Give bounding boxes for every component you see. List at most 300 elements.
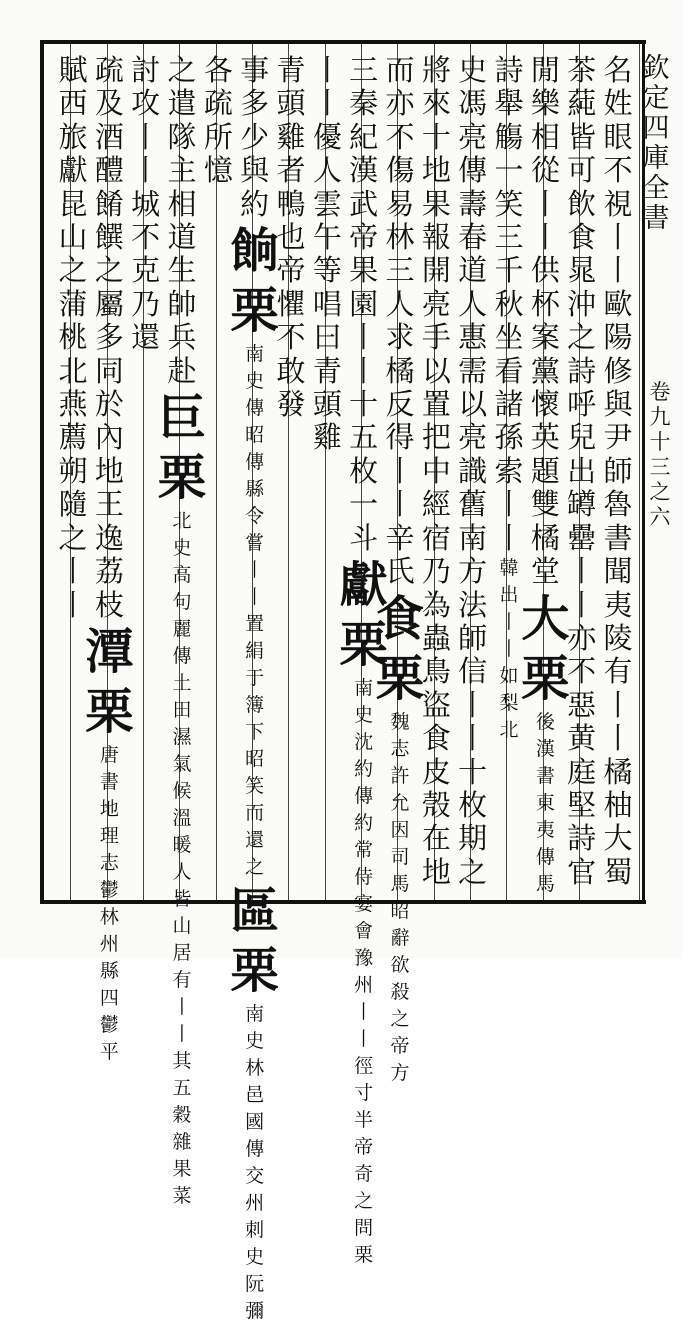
annotation-char: 傳 — [354, 785, 374, 808]
text-char: 亮 — [458, 420, 488, 455]
text-char: 不 — [276, 320, 306, 355]
text-char: 索 — [494, 453, 524, 488]
text-char: 魯 — [603, 487, 633, 522]
annotation-char: 辭 — [390, 926, 410, 949]
text-char: 蟲 — [421, 620, 451, 655]
text-char: 方 — [458, 554, 488, 589]
annotation-char: 穀 — [172, 1104, 192, 1127]
text-char: 園 — [349, 286, 379, 321]
annotation-char: 夷 — [535, 818, 555, 841]
text-char: 諸 — [494, 387, 524, 422]
annotation-char: 有 — [172, 969, 192, 992]
text-char: 可 — [567, 153, 597, 188]
text-char: 置 — [421, 387, 451, 422]
annotation-char: 會 — [354, 920, 374, 943]
annotation-char: 漢 — [535, 737, 555, 760]
annotation-char: 之 — [354, 1190, 374, 1213]
text-char: 經 — [421, 487, 451, 522]
text-char: 與 — [240, 153, 270, 188]
annotation-char: 徑 — [354, 1055, 374, 1078]
text-char: 夷 — [603, 587, 633, 622]
annotation-char: 馬 — [390, 872, 410, 895]
annotation-char: 半 — [354, 1109, 374, 1132]
text-char: 不 — [385, 119, 415, 154]
text-char: 屬 — [94, 286, 124, 321]
annotation-char: 傳 — [245, 1138, 265, 1161]
text-char: 三 — [494, 220, 524, 255]
annotation-char: 之 — [245, 856, 265, 879]
text-char: 丨 — [312, 53, 342, 87]
text-char: 饌 — [94, 220, 124, 255]
text-char: 也 — [276, 220, 306, 255]
text-char: 丨 — [603, 687, 633, 722]
text-char: 懷 — [530, 387, 560, 422]
annotation-char: 北 — [172, 510, 192, 533]
text-char: 馮 — [458, 86, 488, 121]
annotation-char: 魏 — [390, 710, 410, 733]
text-char: 林 — [385, 220, 415, 255]
entry-heading-char: 栗 — [157, 450, 206, 507]
annotation-char: 欲 — [390, 953, 410, 976]
header-char: 定 — [642, 83, 670, 114]
annotation-char: 志 — [390, 737, 410, 760]
text-char: 陵 — [603, 620, 633, 655]
text-char: 鴨 — [276, 186, 306, 221]
annotation-char: 東 — [535, 791, 555, 814]
annotation-char: 寸 — [354, 1082, 374, 1105]
text-char: 罍 — [567, 520, 597, 555]
text-char: 來 — [421, 86, 451, 121]
juan-char: 之 — [649, 480, 671, 504]
annotation-char: 宴 — [354, 893, 374, 916]
text-char: 舉 — [494, 86, 524, 121]
annotation-char: 允 — [390, 791, 410, 814]
text-char: 武 — [349, 186, 379, 221]
text-char: 雞 — [312, 420, 342, 455]
entry-heading-char: 獻 — [339, 557, 388, 614]
text-char: 所 — [203, 119, 233, 154]
annotation-char: 簿 — [245, 694, 265, 717]
text-char: 乃 — [131, 286, 161, 321]
text-char: 丨 — [567, 554, 597, 589]
annotation-char: 昭 — [390, 899, 410, 922]
text-char: 供 — [530, 253, 560, 288]
annotation-char: 南 — [354, 677, 374, 700]
text-char: 雙 — [530, 487, 560, 522]
annotation-char: 約 — [354, 812, 374, 835]
text-char: 同 — [94, 353, 124, 388]
text-char: 殼 — [421, 787, 451, 822]
text-char: 宿 — [421, 520, 451, 555]
text-char: 十 — [421, 119, 451, 154]
annotation-char: 梨 — [499, 692, 519, 715]
text-char: 丨 — [349, 353, 379, 388]
annotation-char: 交 — [245, 1165, 265, 1188]
text-char: 一 — [349, 487, 379, 522]
text-char: 雲 — [312, 186, 342, 221]
annotation-char: 阮 — [245, 1273, 265, 1296]
text-char: 報 — [421, 220, 451, 255]
entry-heading-char: 區 — [230, 883, 279, 940]
annotation-char: 鬱 — [99, 878, 119, 901]
text-char: 相 — [530, 119, 560, 154]
text-char: 地 — [421, 854, 451, 889]
text-char: 隨 — [58, 487, 88, 522]
text-char: 春 — [458, 220, 488, 255]
annotation-char: 高 — [172, 564, 192, 587]
text-column — [521, 53, 570, 904]
text-char: 雞 — [276, 119, 306, 154]
text-char: 千 — [494, 253, 524, 288]
entry-heading-char: 栗 — [339, 617, 388, 674]
text-char: 丨 — [603, 220, 633, 255]
text-char: 各 — [203, 53, 233, 87]
text-char: 把 — [421, 420, 451, 455]
text-char: 兵 — [167, 320, 197, 355]
text-char: 果 — [349, 253, 379, 288]
annotation-char: 丨 — [245, 586, 265, 609]
entry-heading-char: 栗 — [375, 650, 424, 707]
text-char: 堂 — [530, 554, 560, 589]
text-char: 將 — [421, 53, 451, 87]
text-char: 十 — [458, 754, 488, 789]
text-char: 亮 — [421, 286, 451, 321]
annotation-char: 地 — [99, 797, 119, 820]
text-char: 遣 — [167, 86, 197, 121]
text-char: 眼 — [603, 119, 633, 154]
juan-char: 三 — [649, 455, 671, 479]
text-char: 赴 — [167, 353, 197, 388]
annotation-char: 後 — [535, 710, 555, 733]
text-column — [306, 54, 348, 904]
text-char: 者 — [276, 153, 306, 188]
text-char: 三 — [385, 253, 415, 288]
text-char: 帥 — [167, 286, 197, 321]
annotation-char: 南 — [245, 1003, 265, 1026]
text-char: 丨 — [385, 487, 415, 522]
text-char: 午 — [312, 220, 342, 255]
annotation-char: 唐 — [99, 743, 119, 766]
text-char: 橘 — [385, 353, 415, 388]
annotation-char: 帝 — [354, 1136, 374, 1159]
text-char: 為 — [421, 587, 451, 622]
juan-char: 六 — [649, 505, 671, 529]
annotation-char: 雜 — [172, 1131, 192, 1154]
annotation-char: 丨 — [499, 611, 519, 634]
text-char: 食 — [421, 721, 451, 756]
annotation-char: 許 — [390, 764, 410, 787]
text-char: 舊 — [458, 487, 488, 522]
annotation-char: 出 — [499, 584, 519, 607]
text-char: 丨 — [131, 119, 161, 154]
text-char: 有 — [603, 654, 633, 689]
annotation-char: 濕 — [172, 726, 192, 749]
text-char: 朔 — [58, 453, 88, 488]
text-char: 陽 — [603, 320, 633, 355]
text-char: 西 — [58, 86, 88, 121]
text-char: 丨 — [603, 253, 633, 288]
text-char: 黄 — [567, 721, 597, 756]
text-char: 蒲 — [58, 286, 88, 321]
text-char: 蜀 — [603, 854, 633, 889]
text-char: 內 — [94, 420, 124, 455]
text-column — [452, 54, 494, 904]
text-char: 枚 — [458, 787, 488, 822]
annotation-char: 居 — [172, 942, 192, 965]
text-char: 生 — [167, 253, 197, 288]
annotation-char: 書 — [535, 764, 555, 787]
text-char: 道 — [167, 220, 197, 255]
text-char: 之 — [94, 253, 124, 288]
text-column — [270, 54, 312, 904]
annotation-char: 因 — [390, 818, 410, 841]
frame-top-rule — [40, 40, 646, 44]
text-char: 反 — [385, 387, 415, 422]
annotation-char: 馬 — [535, 872, 555, 895]
text-char: 道 — [458, 253, 488, 288]
entry-heading-char: 餉 — [230, 223, 279, 280]
text-char: 丨 — [530, 186, 560, 221]
text-char: 丨 — [131, 153, 161, 188]
text-column — [52, 54, 94, 904]
text-char: 五 — [349, 420, 379, 455]
text-char: 乃 — [421, 554, 451, 589]
text-char: 之 — [58, 253, 88, 288]
text-char: 不 — [567, 654, 597, 689]
entry-heading-char: 潭 — [85, 623, 134, 680]
text-char: 不 — [131, 220, 161, 255]
text-char: 獻 — [58, 153, 88, 188]
text-char: 斗 — [349, 520, 379, 555]
annotation-char: 縣 — [99, 959, 119, 982]
text-char: 亦 — [567, 620, 597, 655]
text-char: 丨 — [494, 520, 524, 555]
text-char: 皆 — [567, 119, 597, 154]
text-char: 丨 — [494, 487, 524, 522]
text-char: 餚 — [94, 186, 124, 221]
text-char: 北 — [58, 353, 88, 388]
annotation-char: 之 — [390, 1007, 410, 1030]
text-char: 求 — [385, 320, 415, 355]
text-char: 之 — [58, 520, 88, 555]
annotation-char: 田 — [172, 699, 192, 722]
annotation-char: 約 — [354, 758, 374, 781]
text-char: 疏 — [203, 86, 233, 121]
text-char: 丨 — [312, 86, 342, 121]
text-char: 案 — [530, 320, 560, 355]
text-char: 秋 — [494, 286, 524, 321]
annotation-char: 奇 — [354, 1163, 374, 1186]
text-char: 食 — [567, 220, 597, 255]
annotation-char: 林 — [99, 905, 119, 928]
text-char: 懼 — [276, 286, 306, 321]
annotation-char: 志 — [99, 851, 119, 874]
text-column — [85, 53, 134, 1063]
text-char: 旅 — [58, 119, 88, 154]
annotation-char: 而 — [245, 802, 265, 825]
text-char: 在 — [421, 821, 451, 856]
annotation-char: 彌 — [245, 1300, 265, 1323]
text-column — [561, 54, 603, 904]
annotation-char: 昭 — [245, 424, 265, 447]
header-char: 四 — [642, 113, 670, 144]
column-divider — [639, 44, 640, 900]
annotation-char: 常 — [354, 839, 374, 862]
annotation-char: 笑 — [245, 775, 265, 798]
annotation-char: 昭 — [245, 748, 265, 771]
text-char: 果 — [421, 186, 451, 221]
text-char: 詩 — [567, 353, 597, 388]
annotation-char: 史 — [172, 537, 192, 560]
text-char: 盜 — [421, 687, 451, 722]
text-char: 柚 — [603, 787, 633, 822]
text-char: 薦 — [58, 420, 88, 455]
text-char: 晁 — [567, 253, 597, 288]
entry-heading-char: 栗 — [85, 683, 134, 740]
text-char: 孫 — [494, 420, 524, 455]
text-char: 人 — [385, 286, 415, 321]
annotation-char: 果 — [172, 1158, 192, 1181]
annotation-char: 史 — [245, 1246, 265, 1269]
annotation-char: 暖 — [172, 834, 192, 857]
entry-heading-char: 栗 — [230, 283, 279, 340]
text-char: 秦 — [349, 86, 379, 121]
text-char: 看 — [494, 353, 524, 388]
text-char: 之 — [458, 854, 488, 889]
juan-char: 卷 — [649, 380, 671, 404]
text-column — [339, 53, 388, 1267]
annotation-char: 丨 — [354, 1001, 374, 1024]
text-char: 南 — [458, 520, 488, 555]
annotation-char: 南 — [245, 343, 265, 366]
annotation-char: 書 — [99, 770, 119, 793]
text-char: 聞 — [603, 554, 633, 589]
annotation-char: 氣 — [172, 753, 192, 776]
text-char: 漢 — [349, 153, 379, 188]
text-char: 三 — [349, 53, 379, 87]
juan-char: 十 — [649, 430, 671, 454]
text-char: 桃 — [58, 320, 88, 355]
annotation-char: 平 — [99, 1040, 119, 1063]
text-column — [375, 53, 424, 1084]
text-char: 醴 — [94, 153, 124, 188]
annotation-char: 丨 — [172, 1023, 192, 1046]
text-char: 氏 — [385, 554, 415, 589]
text-column — [230, 53, 279, 1323]
text-char: 杯 — [530, 286, 560, 321]
annotation-char: 州 — [354, 974, 374, 997]
text-char: 頭 — [276, 86, 306, 121]
text-char: 罇 — [567, 487, 597, 522]
text-char: 辛 — [385, 520, 415, 555]
annotation-char: 栗 — [354, 1244, 374, 1267]
text-char: 丨 — [58, 554, 88, 589]
annotation-char: 方 — [390, 1061, 410, 1084]
text-char: 亦 — [385, 86, 415, 121]
text-column — [125, 54, 167, 904]
text-char: 尹 — [603, 420, 633, 455]
annotation-char: 傳 — [245, 451, 265, 474]
annotation-char: 皆 — [172, 888, 192, 911]
annotation-char: 還 — [245, 829, 265, 852]
text-char: 大 — [603, 821, 633, 856]
text-char: 十 — [349, 387, 379, 422]
text-char: 堅 — [567, 787, 597, 822]
annotation-char: 沈 — [354, 731, 374, 754]
text-char: 識 — [458, 453, 488, 488]
annotation-char: 土 — [172, 672, 192, 695]
text-char: 青 — [276, 53, 306, 87]
header-char: 庫 — [642, 143, 670, 174]
text-char: 事 — [240, 53, 270, 87]
text-column — [157, 53, 206, 1208]
text-char: 發 — [276, 387, 306, 422]
text-char: 信 — [458, 654, 488, 689]
text-char: 少 — [240, 119, 270, 154]
text-char: 丨 — [458, 721, 488, 756]
text-char: 書 — [603, 520, 633, 555]
annotation-char: 下 — [245, 721, 265, 744]
text-char: 討 — [131, 53, 161, 87]
annotation-char: 人 — [172, 861, 192, 884]
annotation-char: 傳 — [535, 845, 555, 868]
text-char: 逸 — [94, 520, 124, 555]
text-char: 出 — [567, 453, 597, 488]
text-char: 黨 — [530, 353, 560, 388]
text-char: 英 — [530, 420, 560, 455]
text-char: 師 — [458, 620, 488, 655]
text-char: 法 — [458, 587, 488, 622]
annotation-char: 候 — [172, 780, 192, 803]
annotation-char: 傳 — [172, 645, 192, 668]
annotation-char: 溫 — [172, 807, 192, 830]
text-char: 飲 — [567, 186, 597, 221]
annotation-char: 令 — [245, 505, 265, 528]
annotation-char: 北 — [499, 719, 519, 742]
juan-number — [640, 380, 680, 530]
text-char: 丨 — [458, 687, 488, 722]
text-char: 樂 — [530, 86, 560, 121]
annotation-char: 其 — [172, 1050, 192, 1073]
text-char: 相 — [167, 186, 197, 221]
text-char: 姓 — [603, 86, 633, 121]
annotation-char: 韓 — [499, 557, 519, 580]
text-char: 頭 — [312, 387, 342, 422]
text-char: 賦 — [58, 53, 88, 87]
text-char: 師 — [603, 453, 633, 488]
header-char: 全 — [642, 173, 670, 204]
annotation-char: 史 — [245, 1030, 265, 1053]
text-char: 帝 — [276, 253, 306, 288]
text-char: 壽 — [458, 186, 488, 221]
annotation-char: 侍 — [354, 866, 374, 889]
text-char: 不 — [603, 153, 633, 188]
text-char: 地 — [421, 153, 451, 188]
annotation-char: 理 — [99, 824, 119, 847]
annotation-char: 丨 — [245, 559, 265, 582]
annotation-char: 邑 — [245, 1084, 265, 1107]
text-char: 多 — [240, 86, 270, 121]
text-char: 以 — [458, 387, 488, 422]
text-char: 曰 — [312, 320, 342, 355]
text-char: 丨 — [385, 453, 415, 488]
annotation-char: 刺 — [245, 1219, 265, 1242]
text-char: 憶 — [203, 153, 233, 188]
annotation-char: 山 — [172, 915, 192, 938]
text-char: 紀 — [349, 119, 379, 154]
text-char: 傷 — [385, 153, 415, 188]
entry-heading-char: 巨 — [157, 390, 206, 447]
